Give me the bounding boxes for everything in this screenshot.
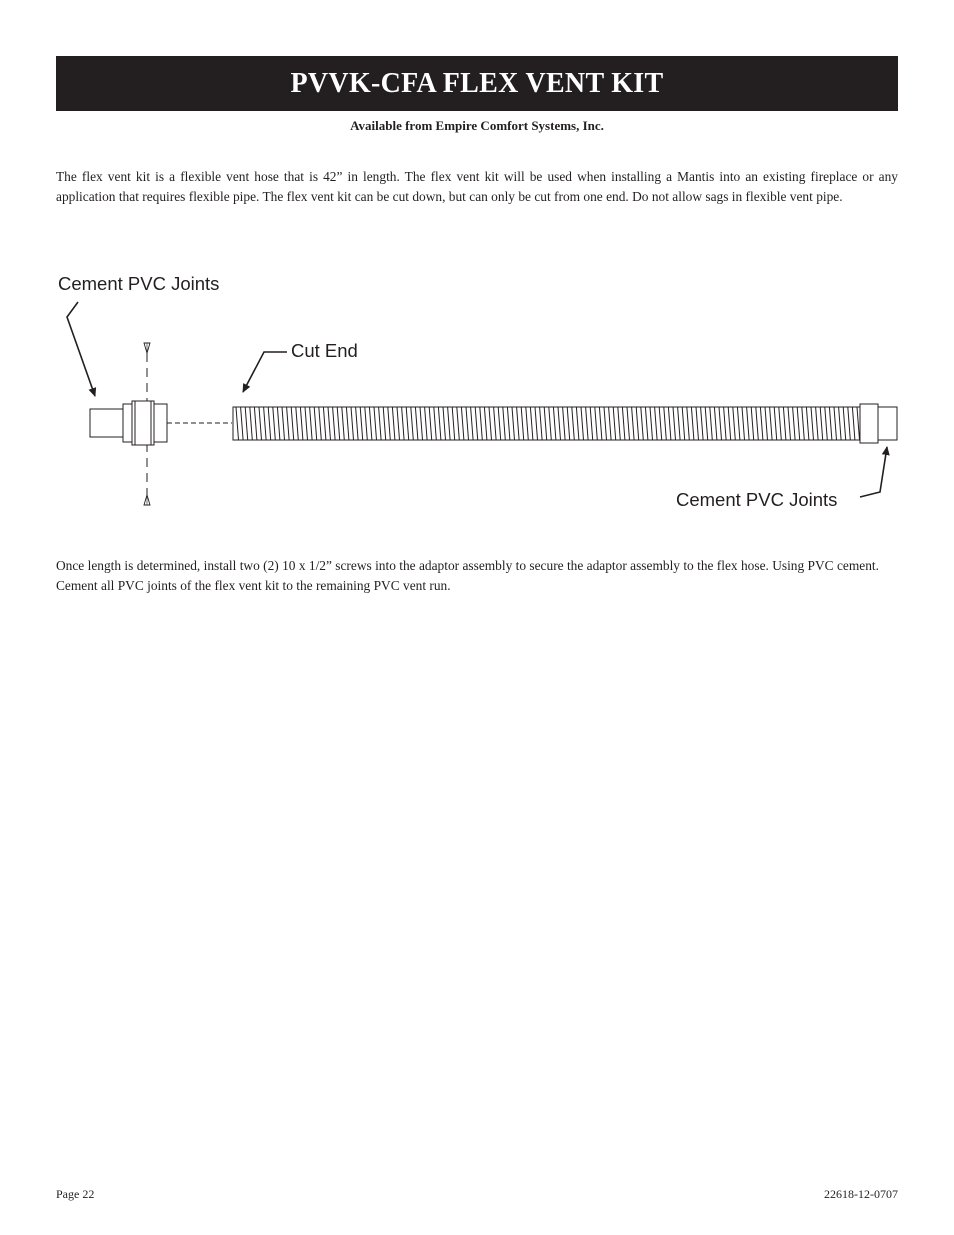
instructions-paragraph: Once length is determined, install two (2) 10 x 1/2” screws into the adaptor assembly to secure the adaptor assembly to the flex hose. Using PVC cement. Cement all PVC joints of the flex vent kit to the remaining PVC vent run. [56,558,879,593]
cement-joints-label-right: Cement PVC Joints [676,489,838,510]
page-number: Page 22 [56,1187,95,1201]
screw-bottom [144,495,150,505]
flex-vent-diagram [0,255,954,525]
document-number: 22618-12-0707 [824,1187,898,1201]
hose-end-coupling [860,404,897,443]
screw-top [144,343,150,353]
cut-end-label: Cut End [291,340,358,361]
page-title: PVVK-CFA FLEX VENT KIT [290,67,664,99]
intro-paragraph: The flex vent kit is a flexible vent hose that is 42” in length. The flex vent kit will be used when installing a Mantis into an existing fireplace or any application that requires flexible pipe. The flex vent kit can be cut down, but can only be cut from one end. Do not allow sags in flexible vent pipe. [56,169,898,204]
leader-arrow-left [67,302,95,396]
flex-hose [233,407,860,440]
leader-arrow-right [860,447,887,497]
adaptor-assembly [90,401,167,445]
subtitle: Available from Empire Comfort Systems, Inc. [350,118,604,133]
cement-joints-label-left: Cement PVC Joints [58,273,220,294]
title-bar [56,56,898,111]
leader-arrow-cut-end [243,352,287,392]
